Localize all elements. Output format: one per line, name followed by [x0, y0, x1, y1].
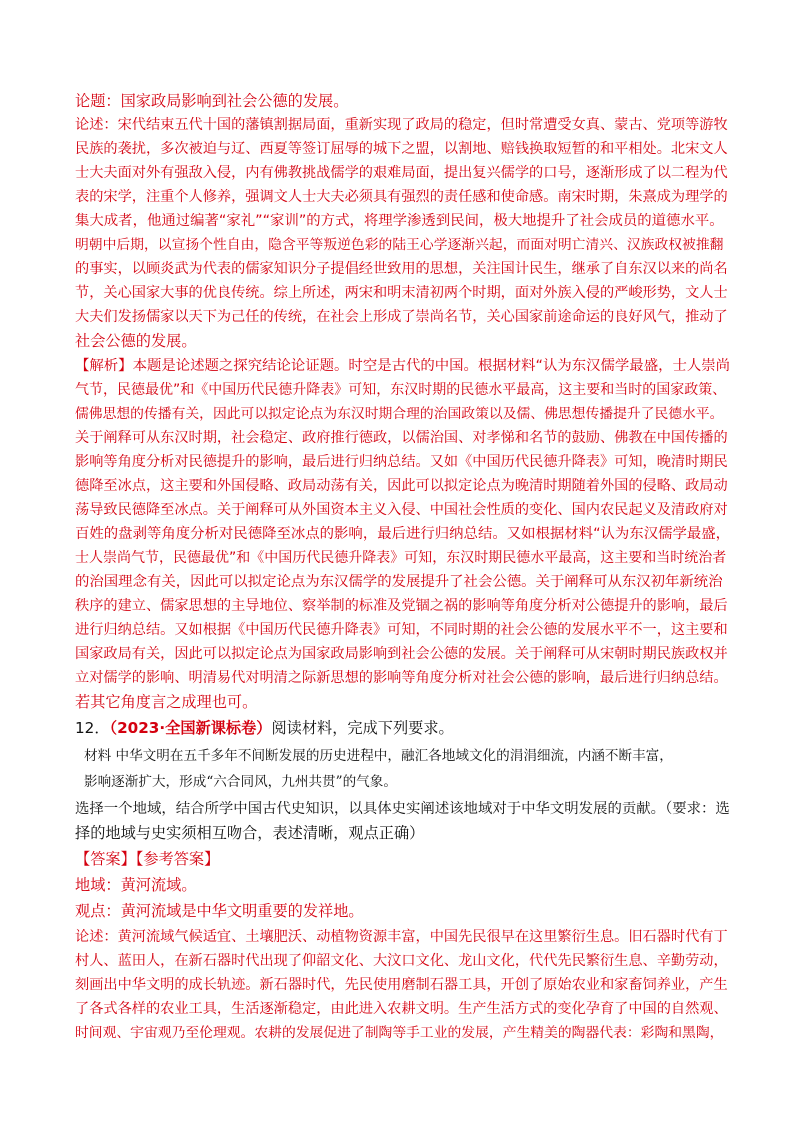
answer-view: 观点：黄河流域是中华文明重要的发祥地。: [75, 902, 364, 920]
answer-line: 刻画出中华文明的成长轨迹。新石器时代，先民使用磨制石器工具，开创了原始农业和家畜饲养业，产生: [75, 977, 728, 993]
question-source: （2023·全国新课标卷）: [109, 719, 272, 737]
text-line: 立对儒学的影响、明清易代对明清之际新思想的影响等角度分析对社会公德的影响，最后进行归纳总结。: [75, 670, 728, 686]
answer-region: 地域：黄河流域。: [75, 876, 197, 894]
analysis-heading-line: 【解析】本题是论述题之探究结论论证题。时空是古代的中国。根据材料“认为东汉儒学最盛，士人崇尚: [75, 358, 731, 374]
text-line: 关于阐释可从东汉时期，社会稳定、政府推行德政，以儒治国、对孝悌和名节的鼓励、佛教在中国传播的: [75, 430, 728, 446]
text-line: 德降至冰点，这主要和外国侵略、政局动荡有关，因此可以拟定论点为晚清时期随着外国的侵略、政局动: [75, 478, 728, 494]
thesis-line: 论题：国家政局影响到社会公德的发展。: [75, 92, 349, 110]
text-line: 若其它角度言之成理也可。: [75, 693, 258, 711]
task-line: 择的地域与史实须相互吻合，表述清晰，观点正确）: [75, 824, 425, 842]
text-line: 的治国理念有关，因此可以拟定论点为东汉儒学的发展提升了社会公德。关于阐释可从东汉初年新统治: [75, 574, 723, 590]
text-line: 明朝中后期，以宣扬个性自由，隐含平等叛逆色彩的陆王心学逐渐兴起，而面对明亡清兴、汉族政权被推翻: [75, 237, 724, 253]
answer-line: 论述：黄河流域气候适宜、土壤肥沃、动植物资源丰富，中国先民很早在这里繁衍生息。旧石器时代有丁: [75, 929, 728, 945]
text-line: 节，关心国家大事的优良传统。综上所述，两宋和明末清初两个时期，面对外族入侵的严峻形势，文人士: [75, 285, 728, 301]
text-line: 荡导致民德降至冰点。关于阐释可从外国资本主义入侵、中国社会性质的变化、国内农民起义及清政府对: [75, 502, 728, 518]
answer-line: 时间观、宇宙观乃至伦理观。农耕的发展促进了制陶等手工业的发展，产生精美的陶器代表：彩陶和黑陶，: [75, 1025, 724, 1041]
text-line: 的事实，以顾炎武为代表的儒家知识分子提倡经世致用的思想，关注国计民生，继承了自东汉以来的尚名: [75, 261, 728, 277]
text-line: 百姓的盘剥等角度分析对民德降至冰点的影响，最后进行归纳总结。又如根据材料“认为东汉儒学最盛，: [75, 526, 731, 542]
text-line: 集大成者，他通过编著“家礼”“家训”的方式，将理学渗透到民间，极大地提升了社会成员的道德水平。: [75, 213, 724, 229]
material-line: 影响逐渐扩大，形成“六合同风，九州共贯”的气象。: [84, 774, 397, 790]
question-header: [75, 717, 454, 739]
text-line: 影响等角度分析对民德提升的影响，最后进行归纳总结。又如《中国历代民德升降表》可知，晚清时期民: [75, 454, 728, 470]
text-line: 儒佛思想的传播有关，因此可以拟定论点为东汉时期合理的治国政策以及儒、佛思想传播提升了民德水平。: [75, 406, 724, 422]
text-line: 进行归纳总结。又如根据《中国历代民德升降表》可知，不同时期的社会公德的发展水平不一，这主要和: [75, 622, 728, 638]
answer-heading: 【答案】【参考答案】: [75, 850, 220, 868]
text-line: 表的宋学，注重个人修养，强调文人士大夫必须具有强烈的责任感和使命感。南宋时期，朱熹成为理学的: [75, 189, 728, 205]
material-line: 材料 中华文明在五千多年不间断发展的历史进程中，融汇各地域文化的涓涓细流，内涵不断丰富，: [84, 748, 673, 764]
text-line: 秩序的建立、儒家思想的主导地位、察举制的标准及党锢之祸的影响等角度分析对公德提升的影响，最后: [75, 598, 728, 614]
text-line: 论述：宋代结束五代十国的藩镇割据局面，重新实现了政局的稳定，但时常遭受女真、蒙古、党项等游牧: [75, 117, 728, 133]
text-line: 国家政局有关，因此可以拟定论点为国家政局影响到社会公德的发展。关于阐释可从宋朝时期民族政权并: [75, 646, 728, 662]
text-line: 大夫们发扬儒家以天下为己任的传统，在社会上形成了崇尚名节，关心国家前途命运的良好风气，推动了: [75, 309, 728, 325]
text-line: 社会公德的发展。: [75, 332, 197, 350]
task-line: 选择一个地域，结合所学中国古代史知识，以具体史实阐述该地域对于中华文明发展的贡献。（要求：选: [75, 801, 730, 817]
text-line: 士大夫面对外有强敌入侵，内有佛教挑战儒学的艰难局面，提出复兴儒学的口号，逐渐形成了以二程为代: [75, 165, 728, 181]
text-line: 民族的袭扰，多次被迫与辽、西夏等签订屈辱的城下之盟，以割地、赔钱换取短暂的和平相处。北宋文人: [75, 141, 728, 157]
text-line: 气节，民德最优”和《中国历代民德升降表》可知，东汉时期的民德水平最高，这主要和当时的国家政策、: [75, 382, 727, 398]
question-number: 12．: [75, 719, 110, 737]
answer-line: 了各式各样的农业工具，生活逐渐稳定，由此进入农耕文明。生产生活方式的变化孕育了中国的自然观、: [75, 1001, 728, 1017]
answer-line: 村人、蓝田人，在新石器时代出现了仰韶文化、大汶口文化、龙山文化，代代先民繁衍生息、辛勤劳动，: [75, 953, 728, 969]
text-line: 士人崇尚气节，民德最优”和《中国历代民德升降表》可知，东汉时期民德水平最高，这主要和当时统治者: [75, 550, 727, 566]
question-prompt: 阅读材料，完成下列要求。: [271, 719, 454, 737]
